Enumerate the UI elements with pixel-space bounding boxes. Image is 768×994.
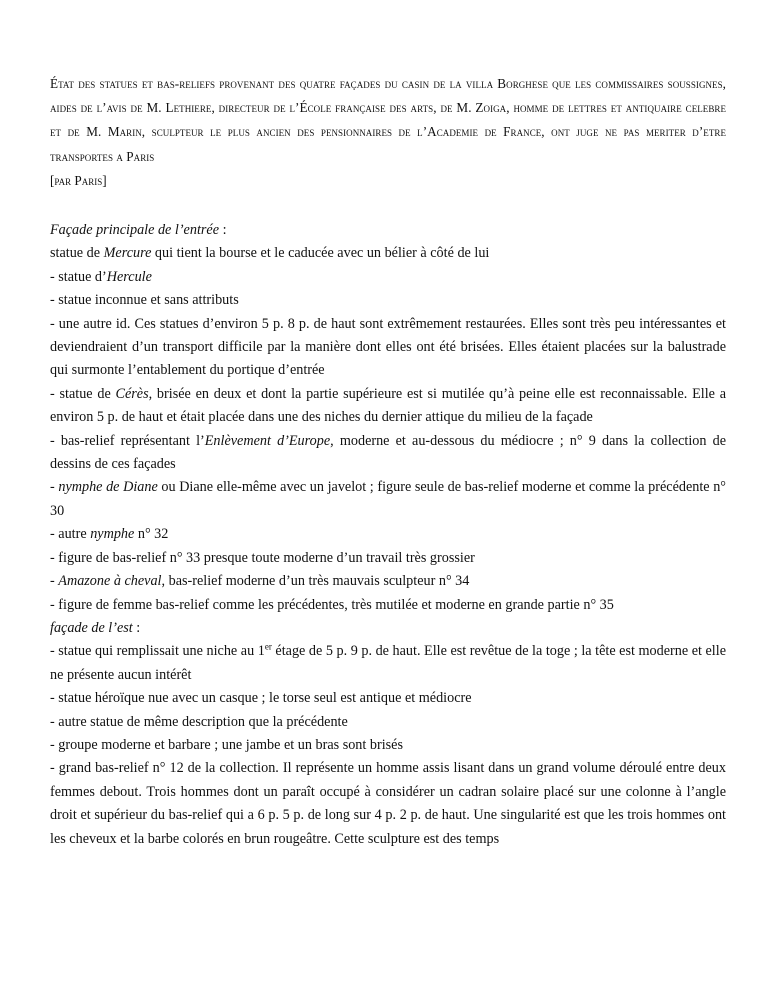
list-item: - bas-relief représentant l’Enlèvement d’Europe, moderne et au-dessous du médiocre ; n° 9 dans la collection de dessins de ces façades [50,432,727,473]
list-item: - statue inconnue et sans attributs [50,292,239,309]
list-item: statue de Mercure qui tient la bourse et le caducée avec un bélier à côté de lui [50,245,490,262]
document-page [50,72,726,851]
list-item: - autre statue de même description que la précédente [50,713,348,730]
document-subtitle: [par Paris] [50,172,107,188]
list-item: - grand bas-relief n° 12 de la collection. Il représente un homme assis lisant dans un grand volume déroulé entre deux femmes debout. Trois hommes dont un paraît occupé à considérer un cadran solaire placé sur une colonne à l’angle droit et supérieur du bas-relief qui a 6 p. 5 p. de long sur 4 p. 2 p. de haut. Une singularité est que les trois hommes ont les cheveux et la barbe colorés en brun rougeâtre. Cette sculpture est des temps [50,760,726,847]
section-heading-east-facade [50,617,726,640]
section-heading-text: Façade principale de l’entrée [50,222,220,239]
list-item: - figure de bas-relief n° 33 presque toute moderne d’un travail très grossier [50,549,475,566]
list-item: - Amazone à cheval, bas-relief moderne d’un très mauvais sculpteur n° 34 [50,573,470,590]
list-item: - statue d’Hercule [50,268,152,285]
section-heading-text: façade de l’est [50,619,133,636]
spacer [50,193,726,219]
list-item: - figure de femme bas-relief comme les précédentes, très mutilée et moderne en grande partie n° 35 [50,596,614,613]
section-heading-main-facade [50,219,726,242]
list-item: - autre nymphe n° 32 [50,526,169,543]
list-item: - statue de Cérès, brisée en deux et dont la partie supérieure est si mutilée qu’à peine elle est reconnaissable. Elle a environ 5 p. de haut et était placée dans une des niches du dernier attique du milieu de la façade [50,385,726,426]
section-heading-suffix: : [132,619,141,636]
document-title: État des statues et bas-reliefs provenant des quatre façades du casin de la villa Borghese que les commissaires soussignes, aides de l’avis de M. Lethiere, directeur de l’École française des arts, de M. Zoiga, homme de lettres et antiquaire celebre et de M. Marin, sculpteur le plus ancien des pensionnaires de l’Academie de France, ont juge ne pas meriter d’etre transportes a Paris [50,76,726,164]
list-item: - une autre id. Ces statues d’environ 5 p. 8 p. de haut sont extrêmement restaurées. Elles sont très peu intéressantes et deviendraient d’un transport difficile par la manière dont elles ont été brisées. Elles étaient placées sur la balustrade qui surmonte l’entablement du portique d’entrée [50,315,726,379]
list-item: - statue qui remplissait une niche au 1er étage de 5 p. 9 p. de haut. Elle est revêtue de la toge ; la tête est moderne et elle ne présente aucun intérêt [50,641,726,683]
list-item: - nymphe de Diane ou Diane elle-même avec un javelot ; figure seule de bas-relief moderne et comme la précédente n° 30 [50,479,726,519]
section-heading-suffix: : [219,222,227,239]
list-item: - groupe moderne et barbare ; une jambe et un bras sont brisés [50,736,403,753]
list-item: - statue héroïque nue avec un casque ; le torse seul est antique et médiocre [50,690,472,707]
